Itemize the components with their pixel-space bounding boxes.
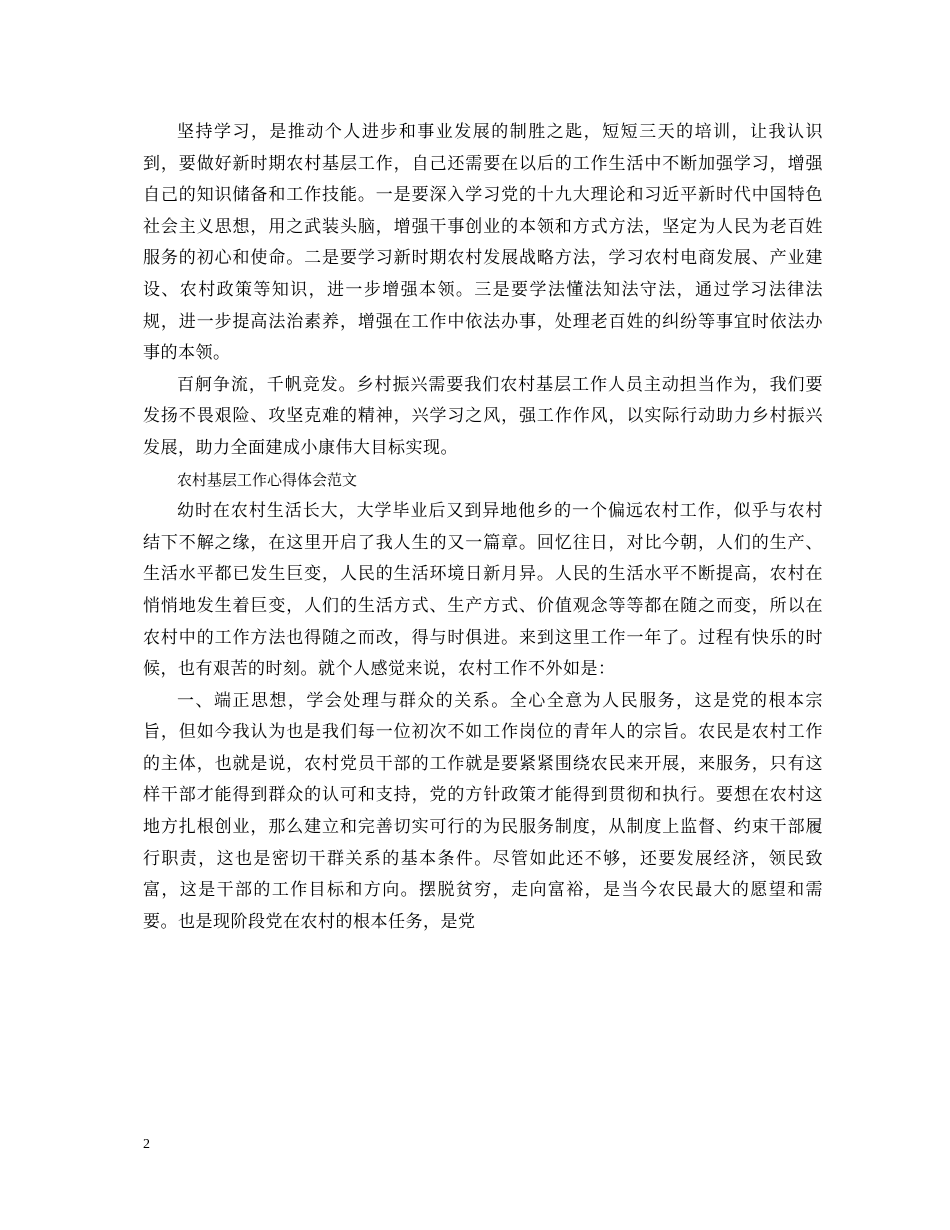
paragraph-study: 坚持学习，是推动个人进步和事业发展的制胜之匙，短短三天的培训，让我认识到，要做好新时期农村基层工作，自己还需要在以后的工作生活中不断加强学习，增强自己的知识储备和工作技能。一是要深入学习党的十九大理论和习近平新时代中国特色社会主义思想，用之武装头脑，增强干事创业的本领和方式方法，坚定为人民为老百姓服务的初心和使命。二是要学习新时期农村发展战略方法，学习农村电商发展、产业建设、农村政策等知识，进一步增强本领。三是要学法懂法知法守法，通过学习法律法规，进一步提高法治素养，增强在工作中依法办事，处理老百姓的纠纷等事宜时依法办事的本领。: [143, 122, 823, 364]
paragraph-intro: 幼时在农村生活长大，大学毕业后又到异地他乡的一个偏远农村工作，似乎与农村结下不解之缘，在这里开启了我人生的又一篇章。回忆往日，对比今朝，人们的生产、生活水平都已发生巨变，人民的生活环境日新月异。人民的生活水平不断提高，农村在悄悄地发生着巨变，人们的生活方式、生产方式、价值观念等等都在随之而变，所以在农村中的工作方法也得随之而改，得与时俱进。来到这里工作一年了。过程有快乐的时候，也有艰苦的时刻。就个人感觉来说，农村工作不外如是：: [143, 501, 823, 680]
page-number: 2: [143, 1137, 150, 1152]
document-body: [143, 117, 823, 938]
paragraph-rural-revitalization: 百舸争流，千帆竞发。乡村振兴需要我们农村基层工作人员主动担当作为，我们要发扬不畏艰险、攻坚克难的精神，兴学习之风，强工作作风，以实际行动助力乡村振兴发展，助力全面建成小康伟大目标实现。: [143, 374, 823, 458]
section-title: 农村基层工作心得体会范文: [177, 470, 358, 489]
paragraph-point-one: 一、端正思想，学会处理与群众的关系。全心全意为人民服务，这是党的根本宗旨，但如今我认为也是我们每一位初次不如工作岗位的青年人的宗旨。农民是农村工作的主体，也就是说，农村党员干部的工作就是要紧紧围绕农民来开展，来服务，只有这样干部才能得到群众的认可和支持，党的方针政策才能得到贯彻和执行。要想在农村这地方扎根创业，那么建立和完善切实可行的为民服务制度，从制度上监督、约束干部履行职责，这也是密切干群关系的基本条件。尽管如此还不够，还要发展经济，领民致富，这是干部的工作目标和方向。摆脱贫穷，走向富裕，是当今农民最大的愿望和需要。也是现阶段党在农村的根本任务，是党: [143, 690, 823, 932]
